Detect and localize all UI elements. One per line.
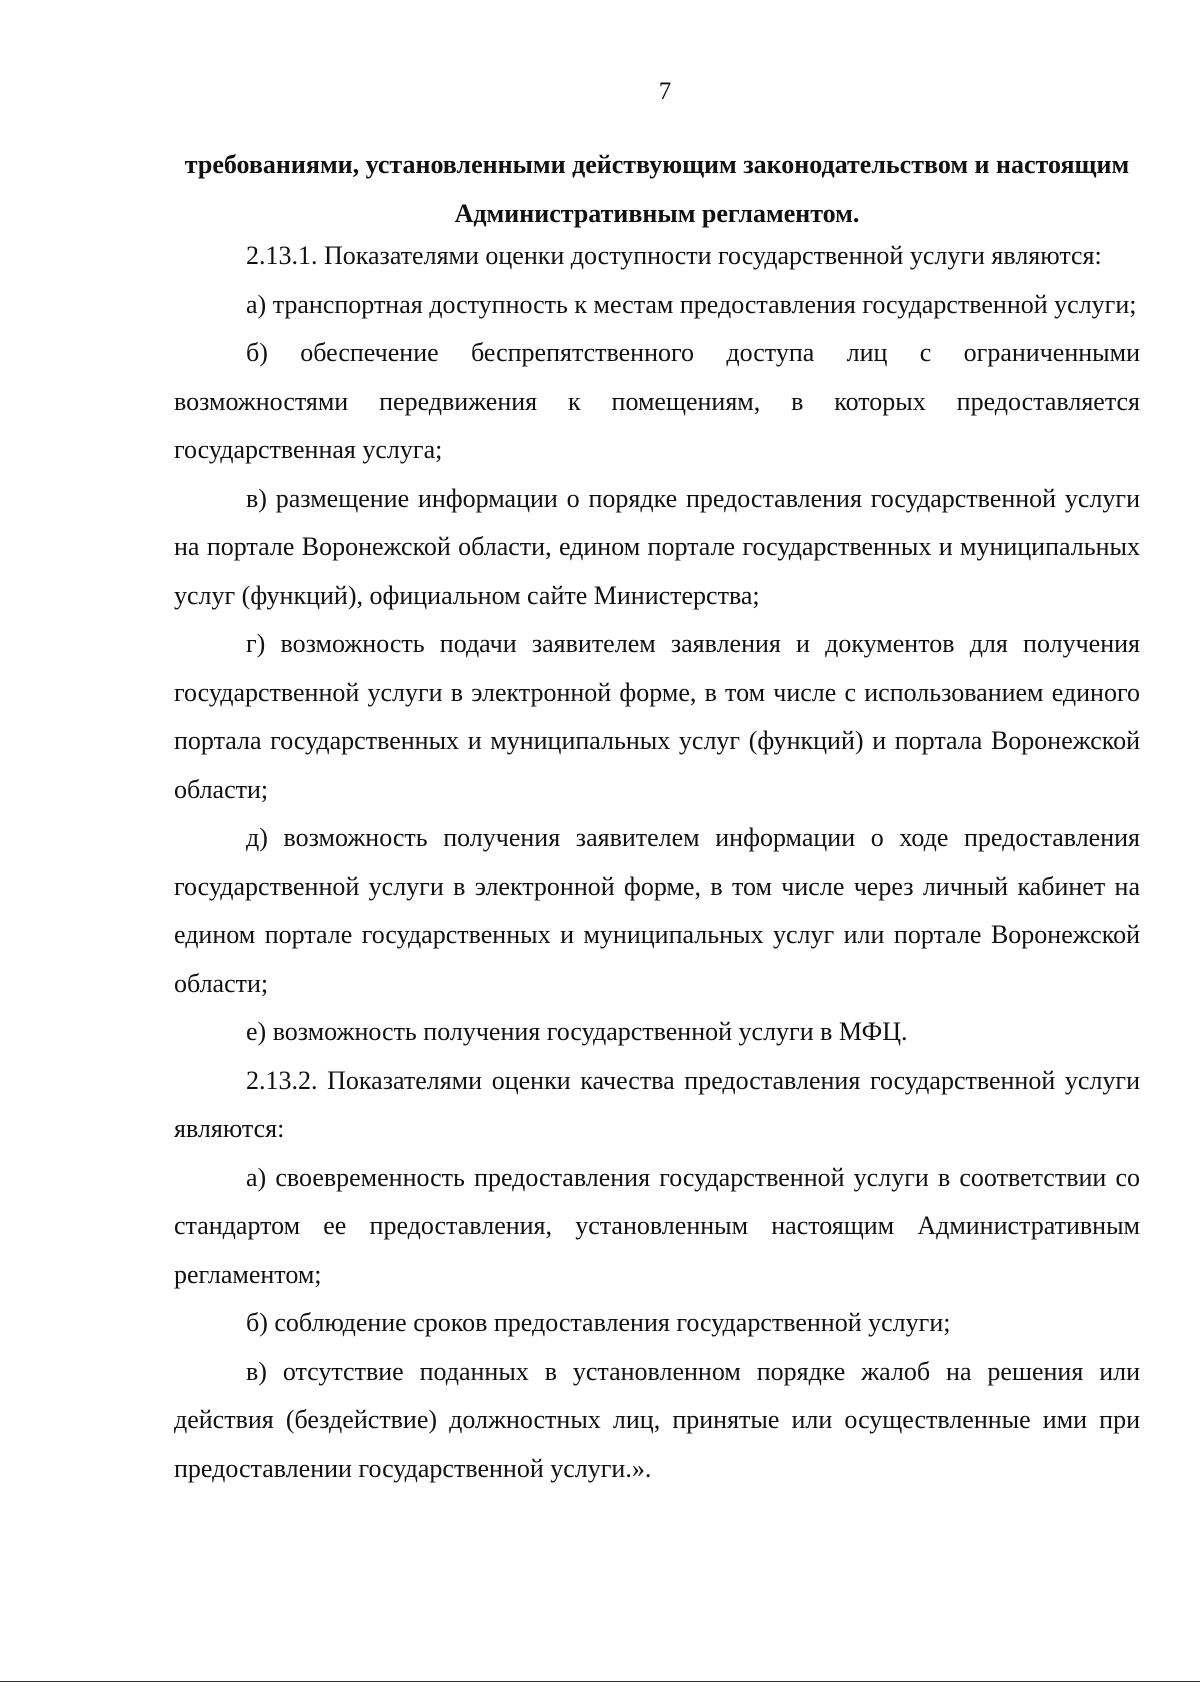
paragraph-item-a: а) транспортная доступность к местам предоставления государственной услуги; — [246, 289, 1137, 319]
paragraph-2-13-1: 2.13.1. Показателями оценки доступности государственной услуги являются: — [246, 241, 1102, 270]
paragraph-item-d: д) возможность получения заявителем информации о ходе предоставления государственной услуги в электронной форме, в том числе через личный кабинет на едином портале государственных и муниципальных услуг или портале Воронежской области; — [174, 823, 1140, 998]
paragraph-quality-v: в) отсутствие поданных в установленном порядке жалоб на решения или действия (бездействие) должностных лиц, принятые или осуществленные ими при предоставлении государственной услуги.». — [174, 1356, 1140, 1483]
document-heading: требованиями, установленными действующим законодательством и настоящим Административным регламентом. — [184, 150, 1130, 228]
page-number: 7 — [658, 78, 672, 105]
paragraph-item-e: е) возможность получения государственной услуги в МФЦ. — [246, 1017, 908, 1046]
paragraph-quality-b: б) соблюдение сроков предоставления государственной услуги; — [246, 1308, 951, 1337]
page-bottom-rule — [0, 1681, 1200, 1682]
paragraph-2-13-2: 2.13.2. Показателями оценки качества предоставления государственной услуги являются: — [174, 1065, 1140, 1143]
paragraph-item-b: б) обеспечение беспрепятственного доступа лиц с ограниченными возможностями передвижения к помещениям, в которых предоставляется государственная услуга; — [174, 338, 1140, 464]
document-body — [174, 232, 1140, 1493]
paragraph-quality-a: а) своевременность предоставления государственной услуги в соответствии со стандартом ее предоставления, установленным настоящим Административным регламентом; — [174, 1162, 1140, 1289]
paragraph-item-v: в) размещение информации о порядке предоставления государственной услуги на портале Воронежской области, едином портале государственных и муниципальных услуг (функций), официальном сайте Министерства; — [174, 483, 1140, 610]
paragraph-item-g: г) возможность подачи заявителем заявления и документов для получения государственной услуги в электронной форме, в том числе с использованием единого портала государственных и муниципальных услуг (функций) и портала Воронежской области; — [174, 629, 1140, 804]
